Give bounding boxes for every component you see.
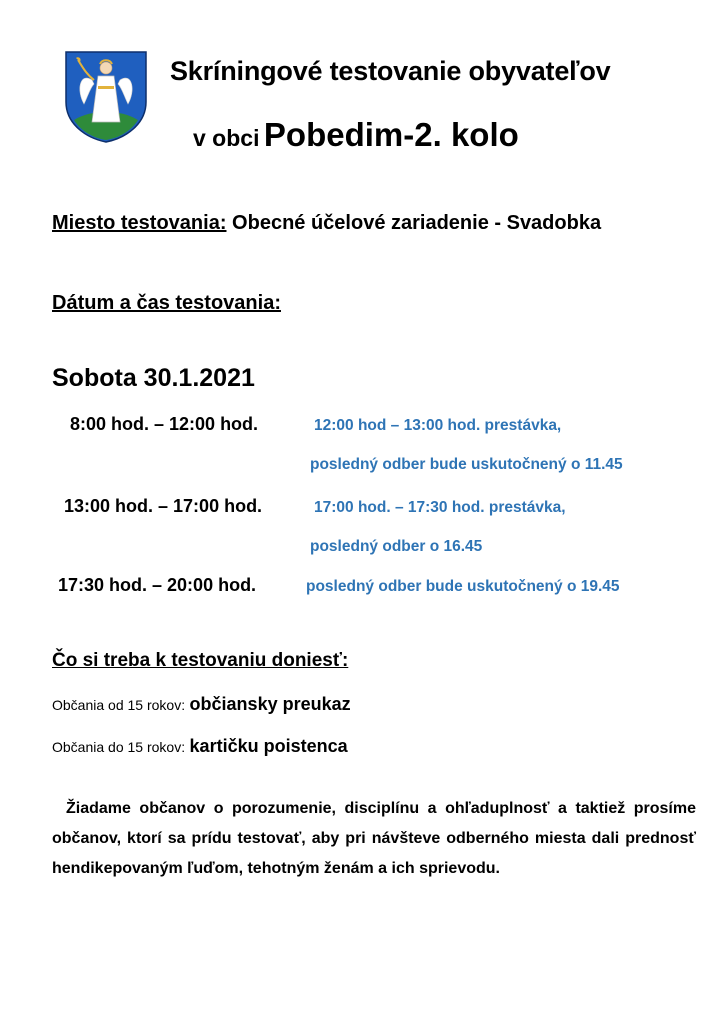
slot-1-note-line-1: 12:00 hod – 13:00 hod. prestávka, — [314, 417, 562, 434]
appeal-paragraph: Žiadame občanov o porozumenie, disciplínu a ohľaduplnosť a taktiež prosíme občanov, ktorí sa prídu testovať, aby pri návšteve odberného miesta dali prednosť hendikepovaným ľuďom, tehotným ženám a ich sprievodu. — [52, 800, 696, 877]
title-prefix: v obci — [193, 125, 260, 151]
requirement-value: občiansky preukaz — [189, 694, 351, 714]
slot-2-time: 13:00 hod. – 17:00 hod. — [64, 496, 263, 516]
slot-2-note-line-2: posledný odber o 16.45 — [310, 538, 483, 555]
title-main: Pobedim-2. kolo — [263, 116, 519, 153]
requirement-value: kartičku poistenca — [189, 736, 348, 756]
slot-3-time: 17:30 hod. – 20:00 hod. — [58, 575, 257, 595]
slot-2-note-line-1: 17:00 hod. – 17:30 hod. prestávka, — [314, 499, 566, 516]
place-value: Obecné účelové zariadenie - Svadobka — [232, 212, 602, 234]
requirement-under-15 — [52, 736, 348, 757]
requirement-label: Občania do 15 rokov: — [52, 739, 186, 755]
requirement-over-15 — [52, 694, 351, 715]
testing-place — [52, 212, 601, 235]
date-heading: Dátum a čas testovania: — [52, 292, 281, 314]
title-line-2 — [193, 116, 519, 154]
place-label: Miesto testovania: — [52, 212, 227, 234]
slot-1-time: 8:00 hod. – 12:00 hod. — [70, 414, 259, 434]
slot-3-note-line-1: posledný odber bude uskutočnený o 19.45 — [306, 578, 620, 595]
title-line-1: Skríningové testovanie obyvateľov — [170, 56, 611, 86]
testing-day: Sobota 30.1.2021 — [52, 364, 255, 392]
slot-1-note-line-2: posledný odber bude uskutočnený o 11.45 — [310, 456, 623, 473]
coat-of-arms-icon — [64, 50, 148, 144]
bring-heading: Čo si treba k testovaniu doniesť: — [52, 650, 349, 671]
requirement-label: Občania od 15 rokov: — [52, 697, 186, 713]
